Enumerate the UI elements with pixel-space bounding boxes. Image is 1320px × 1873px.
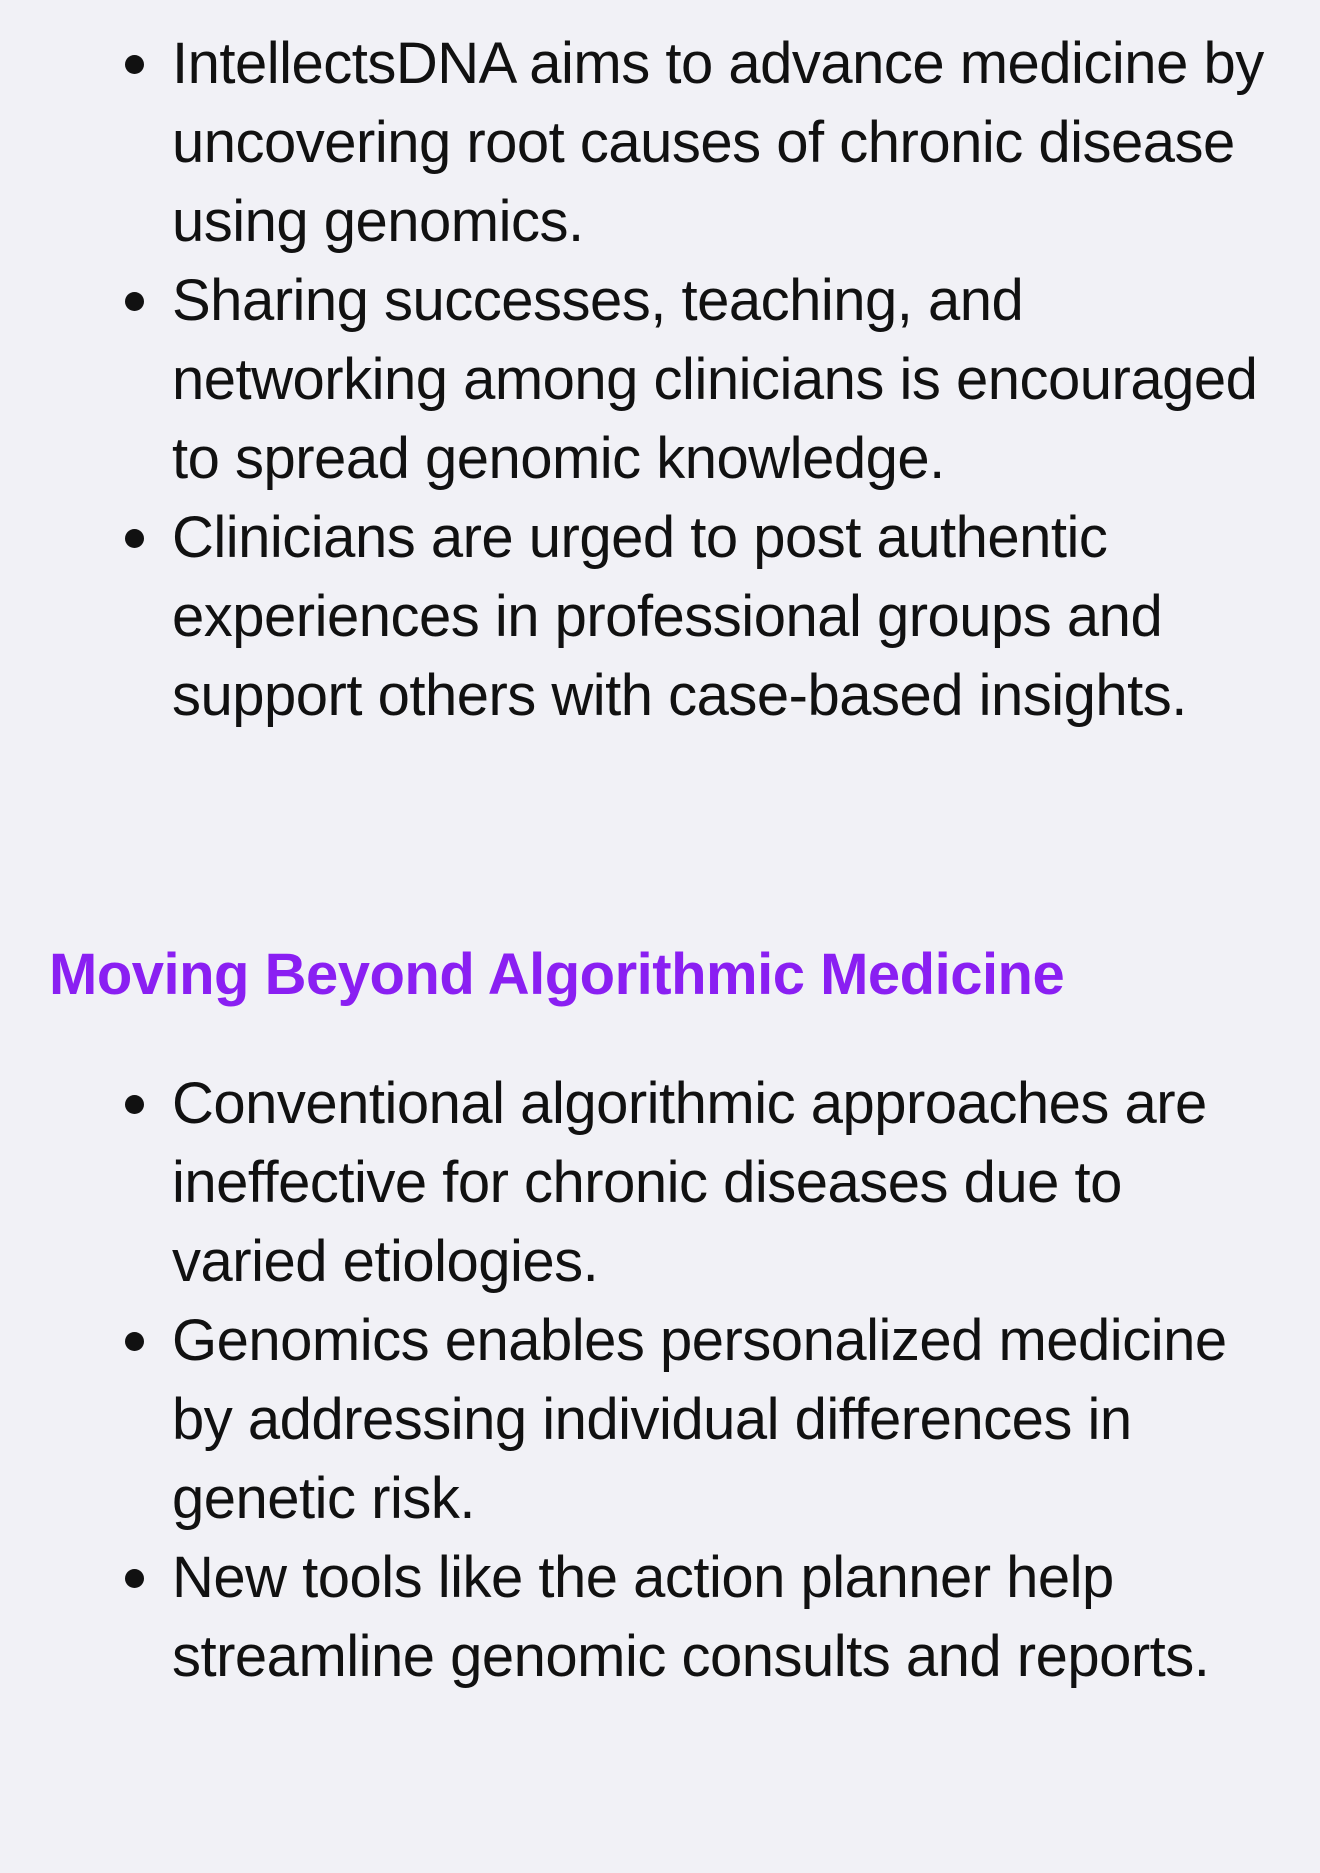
list-item — [0, 24, 1320, 261]
list-item-text: Clinicians are urged to post authentic experiences in professional groups and support others with case-based insights. — [172, 505, 1187, 728]
bullet-list-algorithmic-medicine — [0, 1064, 1320, 1696]
bullet-dot-icon — [125, 529, 144, 548]
bullet-dot-icon — [125, 1569, 144, 1588]
list-item — [0, 1538, 1320, 1696]
bullet-dot-icon — [125, 55, 144, 74]
section-heading: Moving Beyond Algorithmic Medicine — [49, 942, 1065, 1007]
bullet-dot-icon — [125, 1095, 144, 1114]
list-item-text: IntellectsDNA aims to advance medicine by uncovering root causes of chronic disease using genomics. — [172, 31, 1264, 254]
list-item-text: Sharing successes, teaching, and networking among clinicians is encouraged to spread genomic knowledge. — [172, 268, 1258, 491]
bullet-list-intro — [0, 24, 1320, 735]
list-item — [0, 1064, 1320, 1301]
list-item — [0, 1301, 1320, 1538]
list-item — [0, 498, 1320, 735]
bullet-dot-icon — [125, 292, 144, 311]
list-item — [0, 261, 1320, 498]
list-item-text: Conventional algorithmic approaches are ineffective for chronic diseases due to varied etiologies. — [172, 1071, 1207, 1294]
list-item-text: New tools like the action planner help streamline genomic consults and reports. — [172, 1545, 1210, 1689]
list-item-text: Genomics enables personalized medicine by addressing individual differences in genetic risk. — [172, 1308, 1227, 1531]
bullet-dot-icon — [125, 1332, 144, 1351]
